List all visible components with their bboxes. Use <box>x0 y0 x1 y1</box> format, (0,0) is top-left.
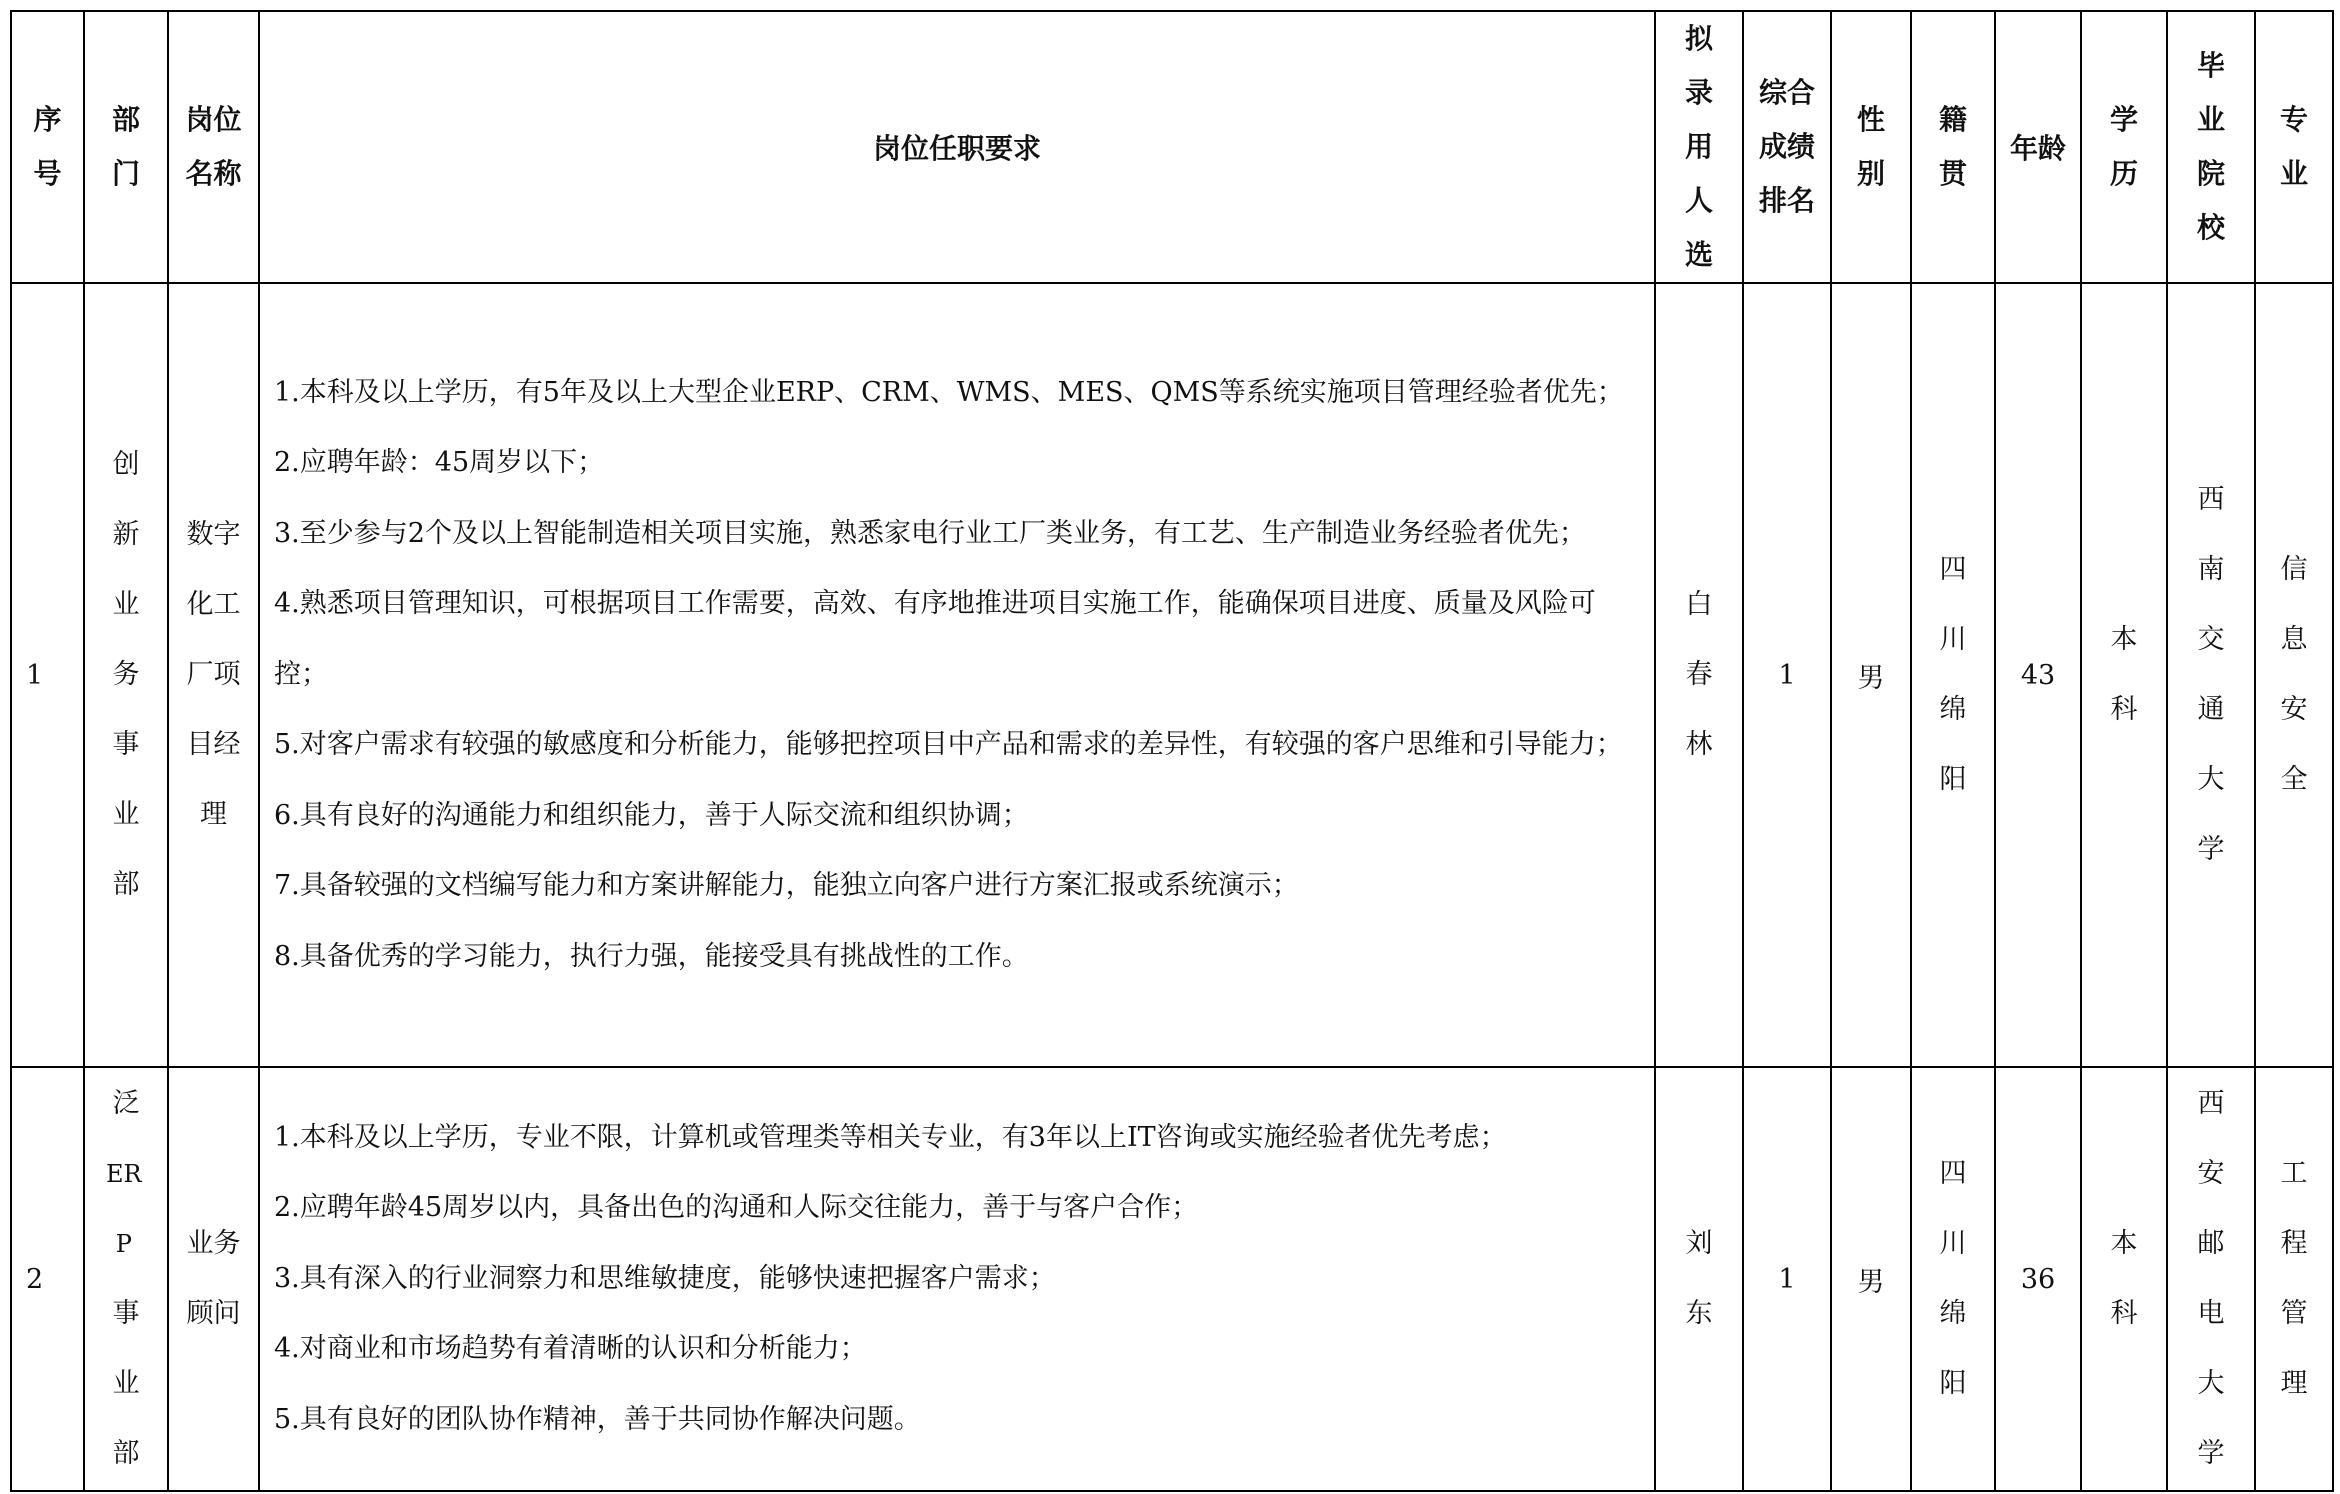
row-gender: 男 <box>1831 283 1911 1067</box>
dept-erp: ERP <box>106 1160 142 1258</box>
header-gender: 性别 <box>1831 11 1911 283</box>
header-school: 毕业院校 <box>2167 11 2255 283</box>
header-rank: 综合成绩排名 <box>1743 11 1831 283</box>
row-dept <box>84 1067 168 1491</box>
table-row <box>11 283 2333 1067</box>
row-gender: 男 <box>1831 1067 1911 1491</box>
requirement-item: 7.具备较强的文档编写能力和方案讲解能力，能独立向客户进行方案汇报或系统演示； <box>274 870 1299 902</box>
dept-prefix: 泛 <box>112 1088 140 1119</box>
row-age: 43 <box>1995 283 2081 1067</box>
header-major: 专业 <box>2255 11 2333 283</box>
row-major: 工程管理 <box>2255 1067 2333 1491</box>
requirement-item: 2.应聘年龄45周岁以内，具备出色的沟通和人际交往能力，善于与客户合作； <box>274 1192 1199 1224</box>
requirement-item: 1.本科及以上学历，有5年及以上大型企业ERP、CRM、WMS、MES、QMS等系统实施项目管理经验者优先； <box>274 376 1624 408</box>
header-origin: 籍贯 <box>1911 11 1995 283</box>
requirement-item: 3.具有深入的行业洞察力和思维敏捷度，能够快速把握客户需求； <box>274 1262 1056 1294</box>
header-candidate: 拟录用人选 <box>1655 11 1743 283</box>
row-requirements <box>259 1067 1655 1491</box>
hiring-table <box>10 10 2334 1492</box>
dept-suffix: 事业部 <box>112 1298 140 1469</box>
requirement-item: 3.至少参与2个及以上智能制造相关项目实施，熟悉家电行业工厂类业务，有工艺、生产制造业务经验者优先； <box>274 517 1586 549</box>
row-education: 本科 <box>2081 283 2167 1067</box>
requirement-item: 6.具有良好的沟通能力和组织能力，善于人际交流和组织协调； <box>274 799 1029 831</box>
table-row <box>11 1067 2333 1491</box>
header-row <box>11 11 2333 283</box>
row-origin: 四川绵阳 <box>1911 1067 1995 1491</box>
row-candidate: 白春林 <box>1655 283 1743 1067</box>
header-seq: 序号 <box>11 11 84 283</box>
requirement-item: 4.对商业和市场趋势有着清晰的认识和分析能力； <box>274 1333 867 1365</box>
row-position: 业务顾问 <box>168 1067 259 1491</box>
header-requirements: 岗位任职要求 <box>259 11 1655 283</box>
row-rank: 1 <box>1743 1067 1831 1491</box>
requirement-item: 5.具有良好的团队协作精神，善于共同协作解决问题。 <box>274 1403 921 1435</box>
row-school: 西南交通大学 <box>2167 283 2255 1067</box>
requirement-item: 5.对客户需求有较强的敏感度和分析能力，能够把控项目中产品和需求的差异性，有较强的客户思维和引导能力； <box>274 729 1623 761</box>
row-candidate: 刘东 <box>1655 1067 1743 1491</box>
row-rank: 1 <box>1743 283 1831 1067</box>
header-dept: 部门 <box>84 11 168 283</box>
row-position: 数字化工厂项目经理 <box>168 283 259 1067</box>
row-school: 西安邮电大学 <box>2167 1067 2255 1491</box>
requirement-item: 4.熟悉项目管理知识，可根据项目工作需要，高效、有序地推进项目实施工作，能确保项目进度、质量及风险可控； <box>274 588 1596 690</box>
requirement-item: 1.本科及以上学历，专业不限，计算机或管理类等相关专业，有3年以上IT咨询或实施经验者优先考虑； <box>274 1121 1507 1153</box>
row-age: 36 <box>1995 1067 2081 1491</box>
row-origin: 四川绵阳 <box>1911 283 1995 1067</box>
row-seq: 2 <box>11 1067 84 1491</box>
row-major: 信息安全 <box>2255 283 2333 1067</box>
header-position: 岗位名称 <box>168 11 259 283</box>
row-seq: 1 <box>11 283 84 1067</box>
row-education: 本科 <box>2081 1067 2167 1491</box>
row-dept: 创新业务事业部 <box>84 283 168 1067</box>
requirement-item: 2.应聘年龄：45周岁以下； <box>274 447 605 479</box>
row-requirements <box>259 283 1655 1067</box>
header-age: 年龄 <box>1995 11 2081 283</box>
header-education: 学历 <box>2081 11 2167 283</box>
requirement-item: 8.具备优秀的学习能力，执行力强，能接受具有挑战性的工作。 <box>274 940 1029 972</box>
